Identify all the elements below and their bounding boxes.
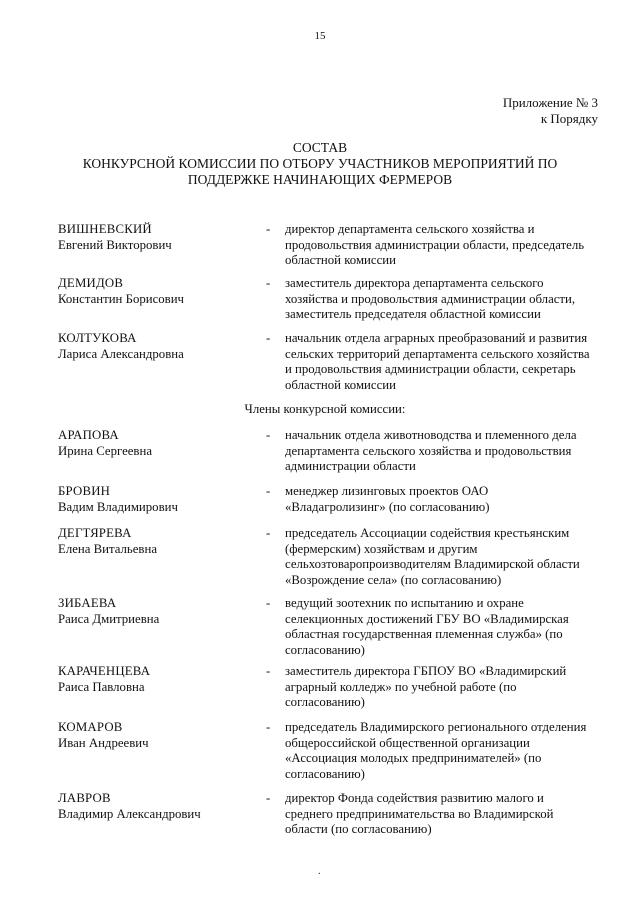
person-name <box>58 428 258 459</box>
role-line: начальник отдела животноводства и племенного дела <box>285 428 577 442</box>
surname: КОМАРОВ <box>58 720 123 734</box>
position-description <box>285 428 605 475</box>
person-name <box>58 222 258 253</box>
footer-mark: . <box>318 866 321 877</box>
person-name <box>58 276 258 307</box>
role-line: аграрный колледж» по учебной работе (по <box>285 679 517 694</box>
role-line: «Ассоциация молодых предпринимателей» (по <box>285 751 542 765</box>
role-line: хозяйства и продовольствия администрации области, <box>285 291 576 306</box>
given-names: Елена Витальевна <box>58 541 158 556</box>
role-line: «Возрождение села» (по согласованию) <box>285 572 502 587</box>
surname: АРАПОВА <box>58 428 119 442</box>
surname: КОЛТУКОВА <box>58 331 137 345</box>
dash: - <box>266 664 271 678</box>
role-line: областная государственная племенная служба» (по <box>285 627 563 641</box>
role-line: ведущий зоотехник по испытанию и охране <box>285 596 524 610</box>
surname: ВИШНЕВСКИЙ <box>58 222 152 236</box>
role-line: согласованию) <box>285 766 365 781</box>
role-line: заместитель председателя областной комиссии <box>285 307 541 321</box>
dash: - <box>266 222 271 236</box>
given-names: Константин Борисович <box>58 291 184 306</box>
dash: - <box>266 596 271 610</box>
role-line: администрации области <box>285 459 416 473</box>
person-name <box>58 331 258 362</box>
role-line: согласованию) <box>285 642 365 657</box>
members-section-heading: Члены конкурсной комиссии: <box>244 402 406 416</box>
role-line: председатель Владимирского регионального отделения <box>285 720 587 734</box>
role-line: сельских территорий департамента сельского хозяйства <box>285 346 590 361</box>
position-description <box>285 222 605 269</box>
person-name <box>58 484 258 515</box>
dash: - <box>266 484 271 498</box>
role-line: заместитель директора ГБПОУ ВО «Владимирский <box>285 664 567 678</box>
appendix-line-1: Приложение № 3 <box>502 95 598 110</box>
role-line: области (по согласованию) <box>285 822 432 836</box>
given-names: Иван Андреевич <box>58 735 149 750</box>
person-name <box>58 664 258 695</box>
position-description <box>285 791 605 838</box>
person-name <box>58 596 258 627</box>
role-line: начальник отдела аграрных преобразований и развития <box>285 331 588 345</box>
role-line: сельхозтоваропроизводителям Владимирской области <box>285 557 580 571</box>
appendix-line-2: к Порядку <box>540 111 598 126</box>
position-description <box>285 596 605 658</box>
position-description <box>285 720 605 782</box>
surname: ЗИБАЕВА <box>58 596 117 610</box>
role-line: продовольствия администрации области, председатель <box>285 237 585 252</box>
dash: - <box>266 720 271 734</box>
given-names: Владимир Александрович <box>58 806 201 821</box>
role-line: общероссийской общественной организации <box>285 735 530 750</box>
role-line: менеджер лизинговых проектов ОАО <box>285 484 489 498</box>
role-line: согласованию) <box>285 695 365 709</box>
role-line: и продовольствия администрации области, секретарь <box>285 362 576 376</box>
title-line-3: ПОДДЕРЖКЕ НАЧИНАЮЩИХ ФЕРМЕРОВ <box>187 172 453 187</box>
title-line-1: СОСТАВ <box>292 140 348 155</box>
position-description <box>285 664 605 711</box>
person-name <box>58 720 258 751</box>
position-description <box>285 276 605 323</box>
role-line: заместитель директора департамента сельского <box>285 276 544 290</box>
role-line: (фермерским) хозяйствам и другим <box>285 541 478 556</box>
role-line: директор департамента сельского хозяйства и <box>285 222 535 236</box>
dash: - <box>266 276 271 290</box>
role-line: председатель Ассоциации содействия крестьянским <box>285 526 570 540</box>
dash: - <box>266 331 271 345</box>
role-line: директор Фонда содействия развитию малого и <box>285 791 544 805</box>
given-names: Ирина Сергеевна <box>58 443 152 458</box>
dash: - <box>266 526 271 540</box>
given-names: Лариса Александровна <box>58 346 184 361</box>
person-name <box>58 526 258 557</box>
surname: ЛАВРОВ <box>58 791 111 805</box>
given-names: Раиса Павловна <box>58 679 145 694</box>
role-line: селекционных достижений ГБУ ВО «Владимирская <box>285 611 569 626</box>
role-line: областной комиссии <box>285 377 396 392</box>
surname: ДЕМИДОВ <box>58 276 124 290</box>
dash: - <box>266 791 271 805</box>
given-names: Евгений Викторович <box>58 237 172 252</box>
role-line: «Владагролизинг» (по согласованию) <box>285 499 490 514</box>
role-line: среднего предпринимательства во Владимирской <box>285 806 554 821</box>
person-name <box>58 791 258 822</box>
dash: - <box>266 428 271 442</box>
position-description <box>285 484 605 515</box>
page-number: 15 <box>314 30 326 42</box>
title-line-2: КОНКУРСНОЙ КОМИССИИ ПО ОТБОРУ УЧАСТНИКОВ МЕРОПРИЯТИЙ ПО <box>82 156 558 171</box>
surname: ДЕГТЯРЕВА <box>58 526 132 540</box>
role-line: областной комиссии <box>285 253 396 267</box>
surname: КАРАЧЕНЦЕВА <box>58 664 151 678</box>
position-description <box>285 331 605 393</box>
role-line: департамента сельского хозяйства и продовольствия <box>285 443 572 458</box>
given-names: Вадим Владимирович <box>58 499 178 514</box>
given-names: Раиса Дмитриевна <box>58 611 160 626</box>
surname: БРОВИН <box>58 484 111 498</box>
position-description <box>285 526 605 588</box>
document-title <box>40 140 600 188</box>
appendix-reference <box>503 95 598 127</box>
